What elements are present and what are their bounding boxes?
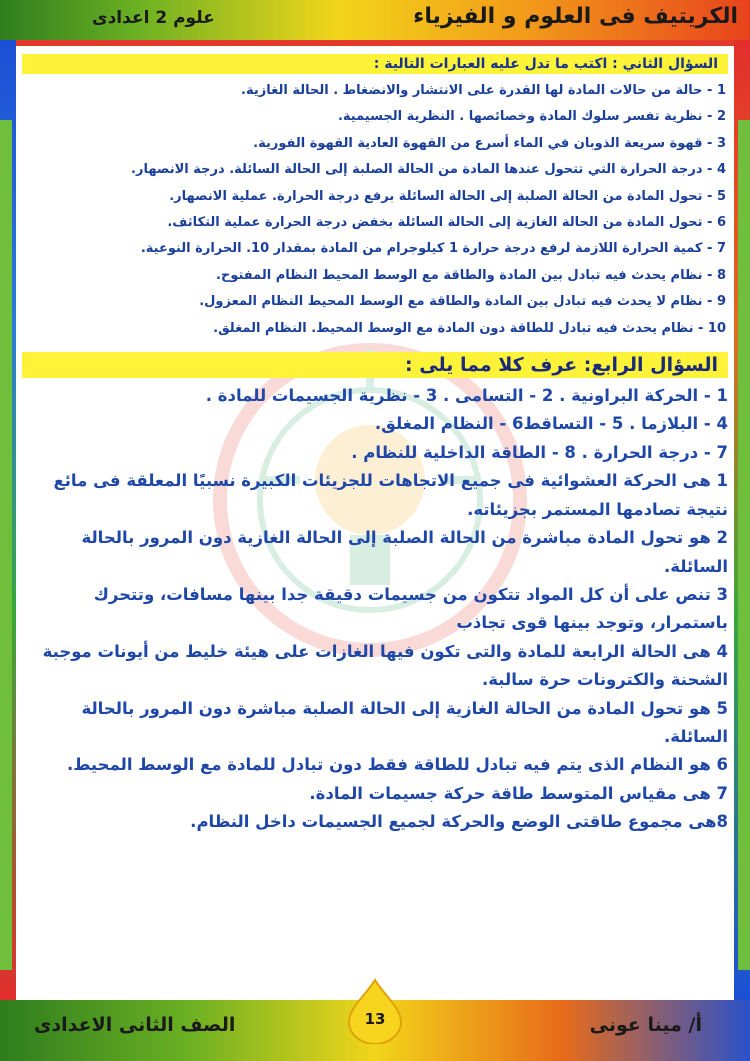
page-content [18, 46, 732, 994]
answer-line: 2 - نظرية تفسر سلوك المادة وخصائصها . النظرية الجسيمية. [337, 109, 726, 125]
term-list-line: 4 - البلازما . 5 - التساقط6 - النظام المغلق. [374, 414, 728, 434]
definition-answer: 7 هى مقياس المتوسط طاقة حركة جسيمات المادة. [309, 783, 728, 803]
footer-grade: الصف الثانى الاعدادى [34, 1014, 236, 1036]
term-list-line: 1 - الحركة البراونية . 2 - التسامى . 3 - نظرية الجسيمات للمادة . [205, 386, 728, 406]
definition-answer: 5 هو تحول المادة من الحالة الغازية إلى الحالة الصلبة مباشرة دون المرور بالحالة السائلة. [81, 698, 728, 746]
page-number: 13 [364, 1010, 386, 1028]
header-subject: علوم 2 اعدادى [92, 8, 215, 28]
answer-line: 10 - نظام يحدث فيه تبادل للطاقة دون المادة مع الوسط المحيط. النظام المغلق. [213, 320, 726, 336]
answer-line: 3 - قهوة سريعة الذوبان في الماء أسرع من القهوة العادية القهوة الفورية. [253, 135, 726, 151]
answer-line: 9 - نظام لا يحدث فيه تبادل بين المادة والطاقة مع الوسط المحيط النظام المعزول. [199, 294, 726, 310]
definition-answer: 8هى مجموع طاقتى الوضع والحركة لجميع الجسيمات داخل النظام. [190, 812, 728, 832]
answer-line: 5 - تحول المادة من الحالة الصلبة إلى الحالة السائلة برفع درجة الحرارة. عملية الانصهار. [169, 188, 726, 204]
answer-line: 7 - كمية الحرارة اللازمة لرفع درجة حرارة 1 كيلوجرام من المادة بمقدار 10. الحرارة النوعية. [140, 241, 726, 257]
answer-line: 1 - حالة من حالات المادة لها القدرة على الانتشار والانضغاط . الحالة الغازية. [241, 83, 726, 98]
definition-answer: 3 تنص على أن كل المواد تتكون من جسيمات دقيقة جدا بينها مسافات، وتتحرك باستمرار، وتوجد بينها قوى تجاذب [93, 584, 728, 633]
answer-line: 8 - نظام يحدث فيه تبادل بين المادة والطاقة مع الوسط المحيط النظام المفتوح. [216, 267, 726, 283]
definition-answer: 1 هى الحركة العشوائية فى جميع الاتجاهات للجزيئات الكبيرة نسبيًا المعلقة فى مائع نتيجة تصادمها المستمر بجزيئاته. [53, 471, 728, 519]
term-list-line: 7 - درجة الحرارة . 8 - الطاقة الداخلية للنظام . [351, 442, 728, 462]
question-2-heading: السؤال الثاني : اكتب ما تدل عليه العبارات التالية : [22, 54, 728, 74]
header-title: الكريتيف فى العلوم و الفيزياء [413, 4, 738, 29]
page-header [0, 0, 750, 40]
frame-bar-right [738, 120, 750, 970]
definition-answer: 6 هو النظام الذى يتم فيه تبادل للطاقة فقط دون تبادل للمادة مع الوسط المحيط. [67, 755, 728, 775]
definition-answer: 4 هى الحالة الرابعة للمادة والتى تكون فيها الغازات على هيئة خليط من أيونات موجبة الشحنة والكترونات حرة سالبة. [42, 641, 728, 690]
page-number-badge [345, 978, 405, 1044]
answer-line: 6 - تحول المادة من الحالة الغازية إلى الحالة السائلة بخفض درجة الحرارة عملية التكاثف. [167, 215, 726, 231]
definition-answer: 2 هو تحول المادة مباشرة من الحالة الصلبة إلى الحالة الغازية دون المرور بالحالة السائلة. [81, 528, 728, 576]
footer-author: أ/ مينا عونى [589, 1014, 702, 1036]
answer-line: 4 - درجة الحرارة التي تتحول عندها المادة من الحالة الصلبة إلى الحالة السائلة. درجة الانصهار. [131, 162, 726, 178]
frame-bar-left [0, 120, 12, 970]
question-4-heading: السؤال الرابع: عرف كلا مما يلى : [22, 352, 728, 378]
